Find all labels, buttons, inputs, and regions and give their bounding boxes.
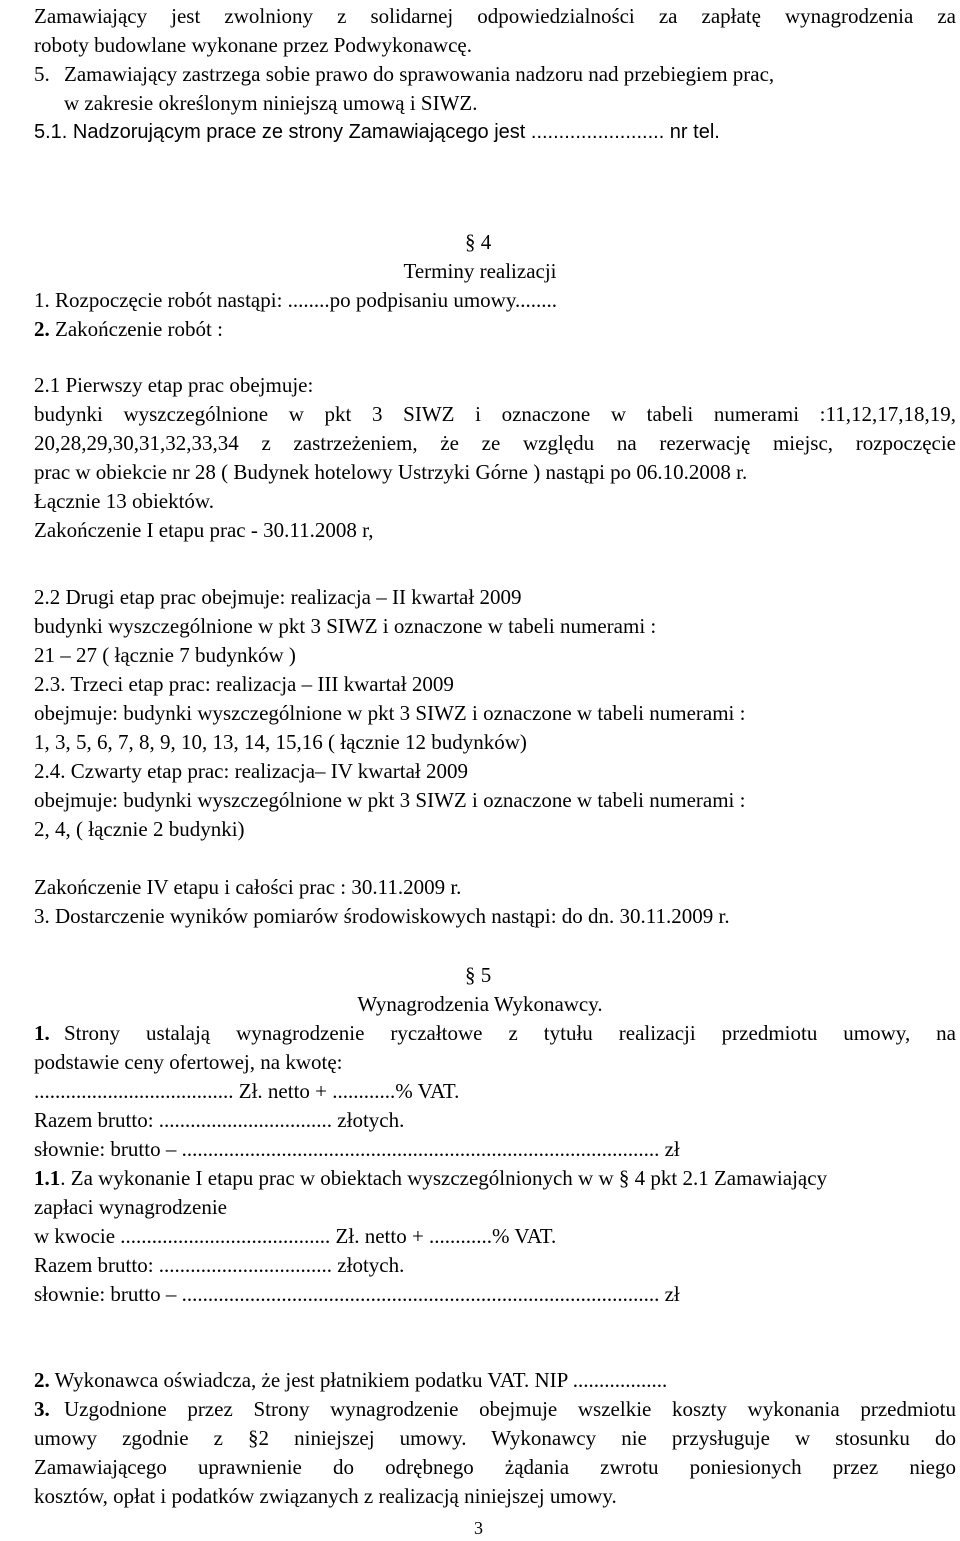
section-symbol: § [465, 963, 476, 987]
paragraph-line: umowy zgodnie z §2 niniejszej umowy. Wykonawcy nie przysługuje w stosunku do [34, 1426, 956, 1450]
paragraph-line: Łącznie 13 obiektów. [34, 489, 214, 513]
paragraph-line: podstawie ceny ofertowej, na kwotę: [34, 1050, 343, 1074]
item-number: 2. [34, 317, 50, 341]
section-title: Terminy realizacji [403, 259, 557, 283]
start-date-line: 1. Rozpoczęcie robót nastąpi: ........po podpisaniu umowy........ [34, 288, 557, 312]
paragraph-line: kosztów, opłat i podatków związanych z realizacją niniejszej umowy. [34, 1484, 617, 1508]
stage-heading: 2.4. Czwarty etap prac: realizacja– IV kwartał 2009 [34, 759, 469, 783]
item-number: 2. [34, 1368, 50, 1392]
paragraph-line: budynki wyszczególnione w pkt 3 SIWZ i oznaczone w tabeli numerami :11,12,17,18,19, [34, 402, 956, 426]
item-text: Wykonawca oświadcza, że jest płatnikiem podatku VAT. NIP .................. [49, 1368, 668, 1392]
paragraph-line: Zakończenie IV etapu i całości prac : 30.11.2009 r. [34, 875, 462, 899]
paragraph-line: prac w obiekcie nr 28 ( Budynek hotelowy Ustrzyki Górne ) nastąpi po 06.10.2008 r. [34, 460, 748, 484]
paragraph-line: Zamawiający jest zwolniony z solidarnej odpowiedzialności za zapłatę wynagrodzenia za [34, 4, 956, 28]
section-number: 5 [480, 963, 492, 987]
paragraph-line: budynki wyszczególnione w pkt 3 SIWZ i oznaczone w tabeli numerami : [34, 614, 657, 638]
paragraph-line: zapłaci wynagrodzenie [34, 1195, 227, 1219]
section-title: Wynagrodzenia Wykonawcy. [357, 992, 603, 1016]
section-heading [465, 228, 491, 257]
net-amount-line: w kwocie ........................................ Zł. netto + ............% VAT. [34, 1224, 557, 1248]
amount-in-words-line: słownie: brutto – ........................................................................................... zł [34, 1137, 680, 1161]
section-heading [465, 961, 491, 990]
item-number: 1.1 [34, 1166, 61, 1190]
gross-amount-line: Razem brutto: ................................. złotych. [34, 1108, 405, 1132]
paragraph-line: Zamawiający zastrzega sobie prawo do sprawowania nadzoru nad przebiegiem prac, [64, 62, 775, 86]
supervisor-line: 5.1. Nadzorującym prace ze strony Zamawiającego jest ........................ nr tel. [34, 121, 720, 143]
paragraph-line: roboty budowlane wykonane przez Podwykonawcę. [34, 33, 472, 57]
net-amount-line: ...................................... Zł. netto + ............% VAT. [34, 1079, 460, 1103]
paragraph-line: Zakończenie I etapu prac - 30.11.2008 r, [34, 518, 374, 542]
end-date-line [34, 315, 223, 344]
section-number: 4 [480, 230, 492, 254]
item-text: . Za wykonanie I etapu prac w obiektach wyszczególnionych w w § 4 pkt 2.1 Zamawiający [60, 1166, 828, 1190]
amount-in-words-line: słownie: brutto – ........................................................................................... zł [34, 1282, 680, 1306]
stage-heading: 2.1 Pierwszy etap prac obejmuje: [34, 373, 314, 397]
paragraph-line: obejmuje: budynki wyszczególnione w pkt 3 SIWZ i oznaczone w tabeli numerami : [34, 701, 746, 725]
stage-heading: 2.3. Trzeci etap prac: realizacja – III kwartał 2009 [34, 672, 454, 696]
paragraph-line: 1, 3, 5, 6, 7, 8, 9, 10, 13, 14, 15,16 ( łącznie 12 budynków) [34, 730, 527, 754]
stage-heading: 2.2 Drugi etap prac obejmuje: realizacja – II kwartał 2009 [34, 585, 522, 609]
item-number: 1. [34, 1021, 50, 1045]
paragraph-line: w zakresie określonym niniejszą umową i SIWZ. [64, 91, 478, 115]
paragraph-line [34, 1164, 827, 1193]
paragraph-line: obejmuje: budynki wyszczególnione w pkt 3 SIWZ i oznaczone w tabeli numerami : [34, 788, 746, 812]
item-number: 3. [34, 1397, 50, 1421]
paragraph-line: 20,28,29,30,31,32,33,34 z zastrzeżeniem, że ze względu na rezerwację miejsc, rozpoczęcie [34, 431, 956, 455]
paragraph-line: Uzgodnione przez Strony wynagrodzenie obejmuje wszelkie koszty wykonania przedmiotu [64, 1397, 956, 1421]
paragraph-line: 21 – 27 ( łącznie 7 budynków ) [34, 643, 296, 667]
paragraph-line: 2, 4, ( łącznie 2 budynki) [34, 817, 245, 841]
page-number: 3 [474, 1518, 483, 1538]
paragraph-line: Strony ustalają wynagrodzenie ryczałtowe z tytułu realizacji przedmiotu umowy, na [64, 1021, 956, 1045]
item-text: Zakończenie robót : [49, 317, 223, 341]
item-number: 5. [34, 62, 50, 86]
section-symbol: § [465, 230, 476, 254]
gross-amount-line: Razem brutto: ................................. złotych. [34, 1253, 405, 1277]
vat-statement-line [34, 1366, 667, 1395]
paragraph-line: Zamawiającego uprawnienie do odrębnego żądania zwrotu poniesionych przez niego [34, 1455, 956, 1479]
paragraph-line: 3. Dostarczenie wyników pomiarów środowiskowych nastąpi: do dn. 30.11.2009 r. [34, 904, 730, 928]
